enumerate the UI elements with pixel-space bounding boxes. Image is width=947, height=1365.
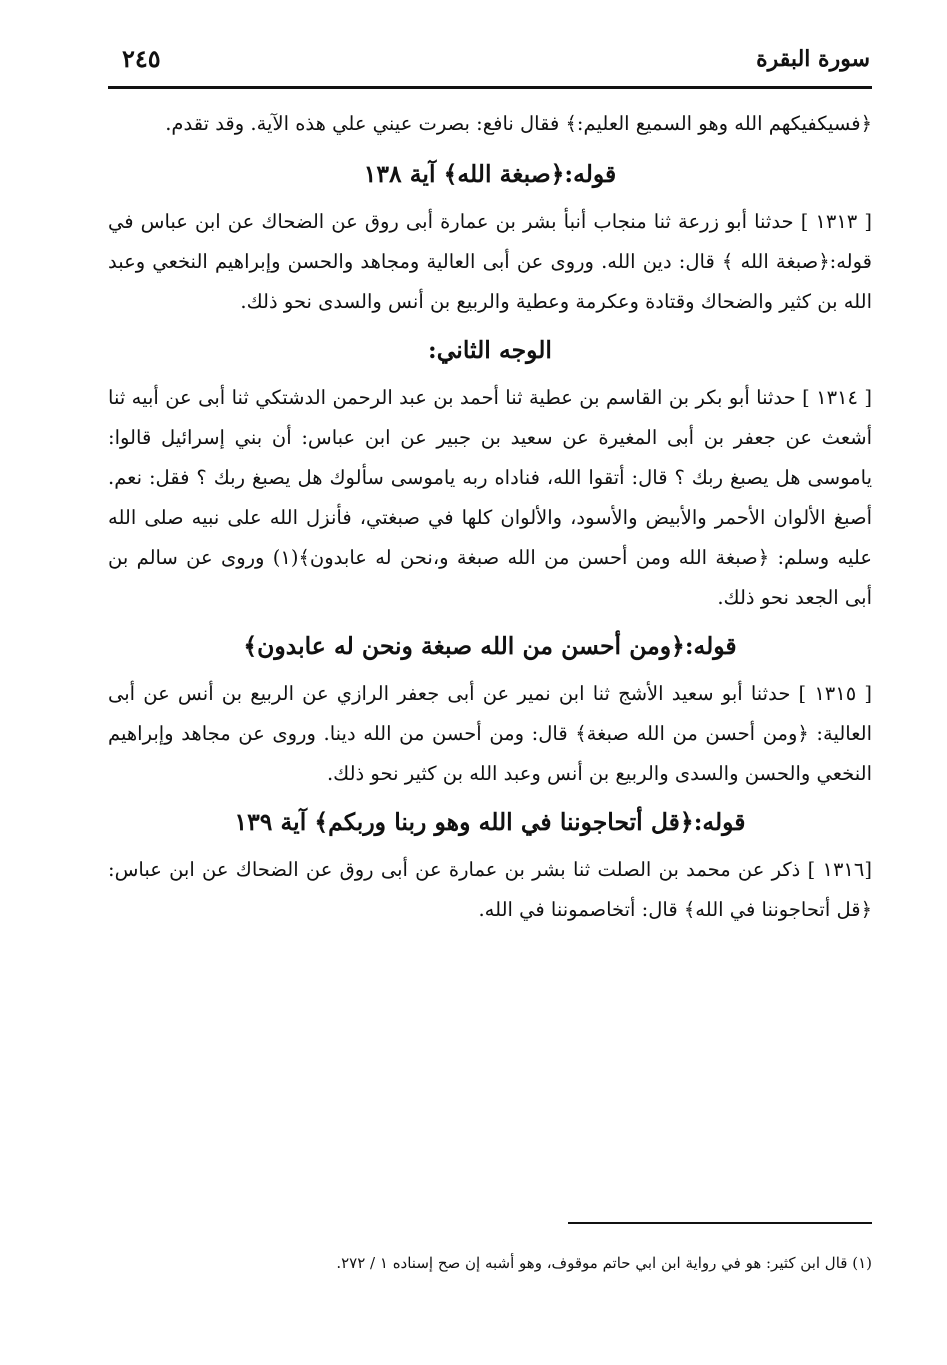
section-heading: الوجه الثاني: <box>428 336 552 364</box>
section-heading: قوله:﴿صبغة الله﴾ آية ١٣٨ <box>363 160 617 188</box>
surah-title: سورة البقرة <box>756 46 870 72</box>
hadith-paragraph-1315: [ ١٣١٥ ] حدثنا أبو سعيد الأشج ثنا ابن نمير عن أبى جعفر الرازي عن الربيع بن أنس عن أبى العالية: ﴿ومن أحسن من الله صبغة﴾ قال: ومن أحسن من الله دينا. وروى عن مجاهد وإبراهيم النخعي والحسن والسدى والربيع بن أنس وعبد الله بن كثير نحو ذلك. <box>108 682 873 785</box>
hadith-paragraph-1314: [ ١٣١٤ ] حدثنا أبو بكر بن القاسم بن عطية ثنا أحمد بن عبد الرحمن الدشتكي ثنا أبى عن أبيه ثنا أشعث عن جعفر بن أبى المغيرة عن سعيد بن جبير عن ابن عباس: أن بني إسرائيل قالوا: ياموسى هل يصبغ ربك ؟ قال: أتقوا الله، فناداه ربه ياموسى سألوك هل يصبغ ربك ؟ فقل: نعم. أصبغ الألوان الأحمر والأبيض والأسود، والألوان كلها في صبغتي، فأنزل الله على نبيه صلى الله عليه وسلم: ﴿صبغة الله ومن أحسن من الله صبغة و،نحن له عابدون﴾(١) وروى عن سالم بن أبى الجعد نحو ذلك. <box>108 386 872 609</box>
page-body <box>108 104 872 938</box>
section-heading: قوله:﴿ومن أحسن من الله صبغة ونحن له عابدون﴾ <box>243 632 737 660</box>
header-divider <box>108 86 872 89</box>
page-number: ٢٤٥ <box>122 44 161 73</box>
page-header <box>108 40 870 84</box>
footnote-divider <box>568 1222 872 1224</box>
footnote: (١) قال ابن كثير: هو في رواية ابن ابي حاتم موقوف، وهو أشبه إن صح إسناده ١ / ٢٧٢. <box>336 1254 872 1272</box>
opening-paragraph: ﴿فسيكفيكهم الله وهو السميع العليم:﴾ فقال نافع: بصرت عيني علي هذه الآية. وقد تقدم. <box>165 112 872 135</box>
hadith-paragraph-1313: [ ١٣١٣ ] حدثنا أبو زرعة ثنا منجاب أنبأ بشر بن عمارة أبى روق عن الضحاك عن ابن عباس في قوله:﴿صبغة الله ﴾ قال: دين الله. وروى عن أبى العالية ومجاهد والحسن وإبراهيم النخعي وعبد الله بن كثير والضحاك وقتادة وعكرمة وعطية والربيع بن أنس والسدى نحو ذلك. <box>108 210 872 313</box>
hadith-paragraph-1316: [١٣١٦ ] ذكر عن محمد بن الصلت ثنا بشر بن عمارة عن أبى روق عن الضحاك عن ابن عباس: ﴿قل أتحاجوننا في الله﴾ قال: أتخاصموننا في الله. <box>108 858 872 921</box>
section-heading: قوله:﴿قل أتحاجوننا في الله وهو ربنا وربكم﴾ آية ١٣٩ <box>234 808 746 836</box>
